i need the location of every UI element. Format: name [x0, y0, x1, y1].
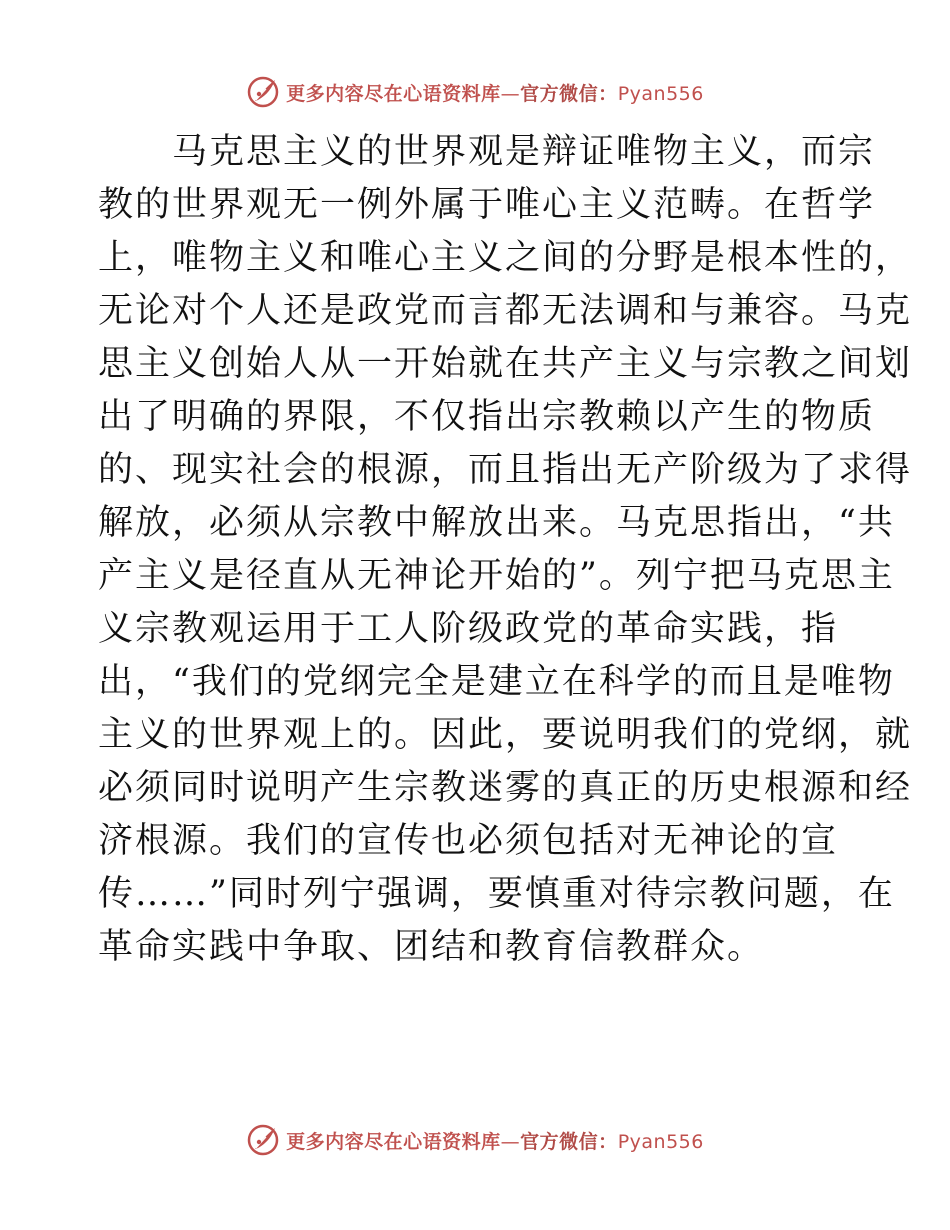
- body-line: 义宗教观运用于工人阶级政党的革命实践，指: [98, 609, 839, 649]
- body-line: 解放，必须从宗教中解放出来。马克思指出，“共: [98, 503, 895, 543]
- quill-logo-icon: [246, 75, 280, 109]
- footer-banner-text: [286, 1127, 704, 1154]
- header-dash: —: [500, 82, 521, 105]
- body-line: 思主义创始人从一开始就在共产主义与宗教之间划: [98, 344, 913, 384]
- header-wechat-label: 官方微信：: [520, 82, 618, 105]
- footer-dash: —: [500, 1130, 521, 1153]
- body-line: 出了明确的界限，不仅指出宗教赖以产生的物质: [98, 397, 876, 437]
- body-paragraph: [98, 128, 913, 976]
- footer-site-text: 更多内容尽在心语资料库: [286, 1130, 501, 1153]
- quill-logo-icon: [246, 1123, 280, 1157]
- header-banner: [0, 72, 950, 112]
- footer-wechat-id: Pyan556: [617, 1130, 704, 1153]
- body-line: 革命实践中争取、团结和教育信教群众。: [98, 927, 765, 967]
- body-line: 马克思主义的世界观是辩证唯物主义，而宗: [98, 132, 876, 172]
- body-line: 济根源。我们的宣传也必须包括对无神论的宣: [98, 821, 839, 861]
- body-line: 上，唯物主义和唯心主义之间的分野是根本性的，: [98, 238, 913, 278]
- footer-wechat-label: 官方微信：: [520, 1130, 618, 1153]
- body-line: 产主义是径直从无神论开始的”。列宁把马克思主: [98, 556, 895, 596]
- header-wechat-id: Pyan556: [617, 82, 704, 105]
- header-banner-text: [286, 79, 704, 106]
- footer-banner: [0, 1120, 950, 1160]
- body-line: 必须同时说明产生宗教迷雾的真正的历史根源和经: [98, 768, 913, 808]
- body-line: 出，“我们的党纲完全是建立在科学的而且是唯物: [98, 662, 895, 702]
- header-site-text: 更多内容尽在心语资料库: [286, 82, 501, 105]
- body-line: 的、现实社会的根源，而且指出无产阶级为了求得: [98, 450, 913, 490]
- body-line: 无论对个人还是政党而言都无法调和与兼容。马克: [98, 291, 913, 331]
- body-line: 教的世界观无一例外属于唯心主义范畴。在哲学: [98, 185, 876, 225]
- body-line: 传……”同时列宁强调，要慎重对待宗教问题，在: [98, 874, 895, 914]
- body-line: 主义的世界观上的。因此，要说明我们的党纲，就: [98, 715, 913, 755]
